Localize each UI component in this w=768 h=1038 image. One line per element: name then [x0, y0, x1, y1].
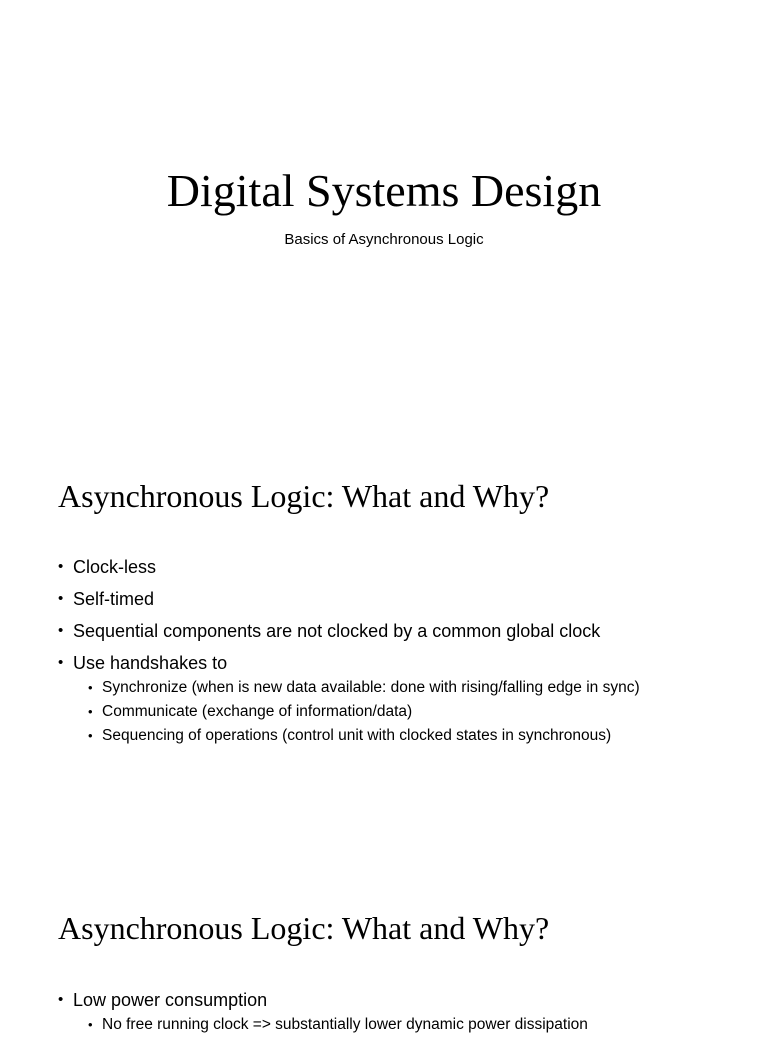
section-heading-what-and-why-2: Asynchronous Logic: What and Why? — [58, 910, 550, 946]
sub-bullet-item: • Communicate (exchange of information/data) — [73, 701, 718, 722]
sub-bullet-item: • No free running clock => substantially lower dynamic power dissipation — [73, 1014, 718, 1035]
bullet-item-handshakes — [58, 647, 718, 746]
sub-bullet-item: • Synchronize (when is new data available: done with rising/falling edge in sync) — [73, 677, 718, 698]
bullet-list-low-power — [58, 984, 718, 1038]
bullet-item: • Clock-less — [58, 551, 718, 583]
bullet-item: • Self-timed — [58, 583, 718, 615]
sub-bullet-list — [73, 677, 718, 746]
bullet-list-what-and-why — [58, 551, 718, 749]
sub-bullet-list — [73, 1014, 718, 1035]
slide-subtitle: Basics of Asynchronous Logic — [284, 231, 484, 248]
section-heading-what-and-why: Asynchronous Logic: What and Why? — [58, 478, 550, 514]
sub-bullet-item: • Sequencing of operations (control unit with clocked states in synchronous) — [73, 725, 718, 746]
bullet-text: Low power consumption — [73, 990, 268, 1010]
bullet-text: Use handshakes to — [73, 653, 228, 673]
slide-title: Digital Systems Design — [166, 165, 602, 216]
bullet-item: • Sequential components are not clocked by a common global clock — [58, 615, 718, 647]
bullet-item-low-power — [58, 984, 718, 1035]
